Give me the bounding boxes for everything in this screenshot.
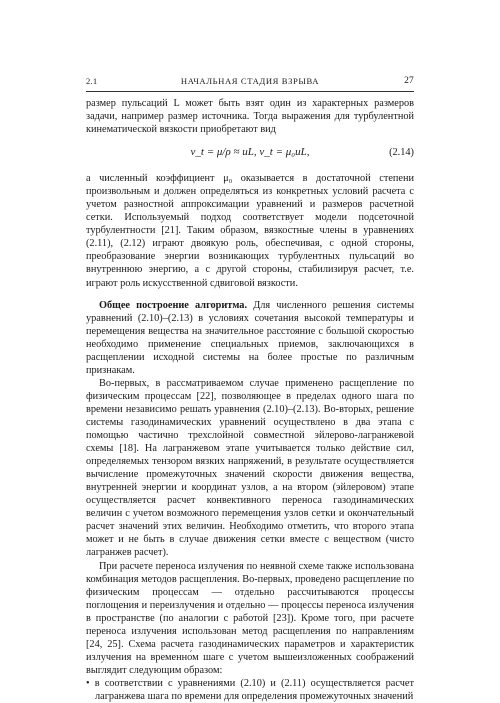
algorithm-text: Для численного решения системы уравнений (2.10)–(2.13) в условиях сочетания высокой температуры и перемещения вещества на значительное расстояние с большой скоростью необходимо применение специальных приемов, заключающихся в расщеплении исходной системы на более простые по различным признакам. xyxy=(86,299,415,376)
page-number: 27 xyxy=(404,76,414,86)
bullet-item: • в соответствии с уравнениями (2.10) и (2.11) осуществляется расчет лагранжева шага по времени для определения промежуточных значений xyxy=(86,677,414,702)
running-header xyxy=(86,76,414,90)
section-number: 2.1 xyxy=(86,76,98,86)
equation-formula: ν_t = μ/ρ ≈ uL, ν_t = μ₀uL, xyxy=(190,146,310,159)
paragraph-algorithm xyxy=(86,299,414,377)
equation-2-14 xyxy=(86,138,414,169)
equation-number: (2.14) xyxy=(389,147,414,159)
paragraph-viscosity: а численный коэффициент μ₀ оказывается в достаточной степени произвольным и должен определяться из конкретных условий расчета с учетом разностной аппроксимации уравнений и размеров расчетной сетки. Используемый подход соответствует модели подсеточной турбулентности [21]. Таким образом, вязкостные члены в уравнениях (2.11), (2.12) играют двоякую роль, обеспечивая, с одной стороны, преобразование энергии возникающих турбулентных пульсаций во внутреннюю энергию, а с другой стороны, стабилизируя расчет, т.е. играют роль искусственной сдвиговой вязкости. xyxy=(86,173,414,289)
algorithm-heading: Общее построение алгоритма. xyxy=(99,299,248,311)
chapter-title: НАЧАЛЬНАЯ СТАДИЯ ВЗРЫВА xyxy=(180,76,320,86)
paragraph-splitting: Во-первых, в рассматриваемом случае применено расщепление по физическим процессам [22], позволяющее в пределах одного шага по времени независимо решать уравнения (2.10)–(2.13). Во-вторых, решение системы газодинамических уравнений осуществлено в два этапа с помощью частично трехслойной совместной эйлерово-лагранжевой схемы [18]. На лагранжевом этапе учитывается только действие сил, определяемых тензором вязких напряжений, в результате осуществляется вычисление промежуточных значений скорости движения вещества, внутренней энергии и координат узлов, а на втором (эйлеровом) этапе осуществляется расчет конвективного переноса газодинамических величин с учетом возможного перемещения узлов сетки и окончательный расчет значений этих величин. Необходимо отметить, что второго этапа может и не быть в случае движения сетки вместе с веществом (чисто лагранжев расчет). xyxy=(86,377,414,559)
header-rule xyxy=(86,91,414,92)
paragraph-radiation: При расчете переноса излучения по неявной схеме также использована комбинация методов расщепления. Во-первых, проведено расщепление по физическим процессам — отдельно рассчитываются процессы поглощения и переизлучения и отдельно — процессы переноса излучения в пространстве (по аналогии с работой [23]). Кроме того, при расчете переноса излучения использован метод расщепления по направлениям [24, 25]. Схема расчета газодинамических параметров и характеристик излучения на временно́м шаге с учетом вышеизложенных соображений выглядит следующим образом: xyxy=(86,560,414,676)
paragraph-intro: размер пульсаций L может быть взят один из характерных размеров задачи, например размер источника. Тогда выражения для турбулентной кинематической вязкости приобретают вид xyxy=(86,98,414,136)
page-body xyxy=(86,97,414,703)
